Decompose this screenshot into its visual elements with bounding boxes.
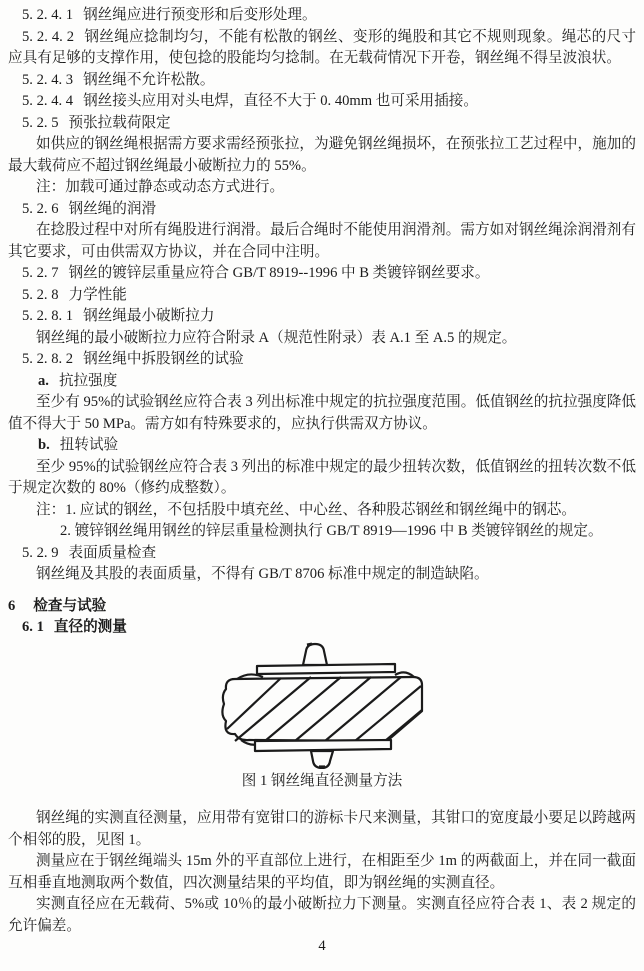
clause-text: 表面质量检查 [68,544,157,561]
paragraph-torsion: 至少 95%的试验钢丝应符合表 3 列出的标准中规定的最少扭转次数，低值钢丝的扭转次数不低于规定次数的 80%（修约成整数）。 [8,458,636,496]
caliper-bottom-jaw [255,740,391,751]
clause-number: 5. 2. 8 [22,286,59,303]
item-text: 抗拉强度 [58,372,118,389]
clause-text: 力学性能 [68,286,127,303]
paragraph-measurement-load: 实测直径应在无载荷、5%或 10％的最小破断拉力下测量。实测直径应符合表 1、表 2 规定的允许偏差。 [8,896,636,934]
clause-5-2-7 [8,263,636,285]
clause-text: 直径的测量 [53,619,127,635]
figure-caption: 图 1 钢丝绳直径测量方法 [241,772,403,789]
clause-5-2-8 [8,285,636,307]
clause-5-2-6 [8,199,636,221]
clause-6-1 [8,617,636,639]
clause-text: 钢丝绳的润滑 [68,200,157,217]
item-b-torsion-test [8,435,636,457]
clause-number: 5. 2. 4. 1 [22,7,74,23]
clause-number: 6. 1 [22,619,44,635]
clause-5-2-9 [8,543,636,565]
item-text: 扭转试验 [59,437,119,453]
item-letter: a. [38,372,49,389]
paragraph-lubrication: 在捻股过程中对所有绳股进行润滑。最后合绳时不能使用润滑剂。需方如对钢丝绳涂润滑剂有其它要求，可由供需双方协议，并在合同中注明。 [8,222,636,260]
clause-5-2-4-2 [8,27,636,70]
paragraph-tensile: 至少有 95%的试验钢丝应符合表 3 列出标准中规定的抗拉强度范围。低值钢丝的抗拉强度降低值不得大于 50 MPa。需方如有特殊要求的，应执行供需双方协议。 [8,394,636,432]
clause-number: 5. 2. 8. 1 [22,308,74,324]
clause-text: 钢丝绳最小破断拉力 [83,308,215,324]
item-a-tensile-strength [8,371,636,393]
figure-1 [8,641,636,793]
clause-number: 5. 2. 8. 2 [22,351,74,367]
paragraph-measurement-method: 测量应在于钢丝绳端头 15m 外的平直部位上进行，在相距至少 1m 的两截面上，并在同一截面互相垂直地测取两个数值，四次测量结果的平均值，即为钢丝绳的实测直径。 [8,853,636,891]
caliper-top-stem [303,644,327,665]
clause-5-2-8-1 [8,306,636,328]
paragraph-breaking-force: 钢丝绳的最小破断拉力应符合附录 A（规范性附录）表 A.1 至 A.5 的规定。 [36,329,517,346]
clause-number: 5. 2. 4. 3 [22,71,74,88]
clause-text: 钢丝绳中拆股钢丝的试验 [83,351,244,367]
paragraph-surface-quality: 钢丝绳及其股的表面质量，不得有 GB/T 8706 标准中规定的制造缺陷。 [36,566,489,582]
paragraph-measured-diameter: 钢丝绳的实测直径测量，应用带有宽钳口的游标卡尺来测量，其钳口的宽度最小要足以跨越两个相邻的股，见图 1。 [8,810,636,848]
clause-text: 预张拉载荷限定 [68,114,171,131]
clause-number: 5. 2. 9 [22,544,59,561]
clause-5-2-4-4 [8,91,636,113]
section-number: 6 [8,597,16,614]
section-6-heading [8,596,636,618]
note-2: 2. 镀锌钢丝绳用钢丝的锌层重量检测执行 GB/T 8919—1996 中 B 类镀锌钢丝的规定。 [60,523,603,539]
page-number: 4 [318,937,326,954]
clause-number: 5. 2. 4. 2 [22,28,75,45]
wire-rope-measurement-diagram [219,641,425,769]
clause-text: 钢丝接头应用对头电焊，直径不大于 0. 40mm 也可采用插接。 [83,93,478,109]
paragraph-pretension: 如供应的钢丝绳根据需方要求需经预张拉，为避免钢丝绳损坏，在预张拉工艺过程中，施加的最大载荷应不超过钢丝绳最小破断拉力的 55%。 [8,136,636,174]
caliper-top-jaw [257,664,395,674]
clause-text: 钢丝绳应捻制均匀，不能有松散的钢丝、变形的绳股和其它不规则现象。绳芯的尺寸应具有足够的支撑作用，使包捻的股能均匀捻制。在无载荷情况下开卷，钢丝绳不得呈波浪状。 [8,28,637,66]
clause-text: 钢丝绳不允许松散。 [83,71,215,88]
clause-5-2-4-1 [8,5,636,27]
clause-5-2-4-3 [8,70,636,92]
clause-5-2-8-2 [8,349,636,371]
item-letter: b. [38,437,50,453]
clause-text: 钢丝的镀锌层重量应符合 GB/T 8919--1996 中 B 类镀锌钢丝要求。 [68,265,490,281]
note-1: 注：1. 应试的钢丝，不包括股中填充丝、中心丝、各种股芯钢丝和钢丝绳中的钢芯。 [36,501,576,518]
note-loading: 注：加载可通过静态或动态方式进行。 [36,179,285,195]
clause-number: 5. 2. 6 [22,200,59,217]
clause-5-2-5 [8,113,636,135]
clause-number: 5. 2. 4. 4 [22,93,74,109]
clause-number: 5. 2. 5 [22,114,59,131]
section-title: 检查与试验 [33,597,107,614]
clause-number: 5. 2. 7 [22,265,59,281]
clause-text: 钢丝绳应进行预变形和后变形处理。 [83,7,317,23]
caliper-top-stem-tip [307,644,312,645]
